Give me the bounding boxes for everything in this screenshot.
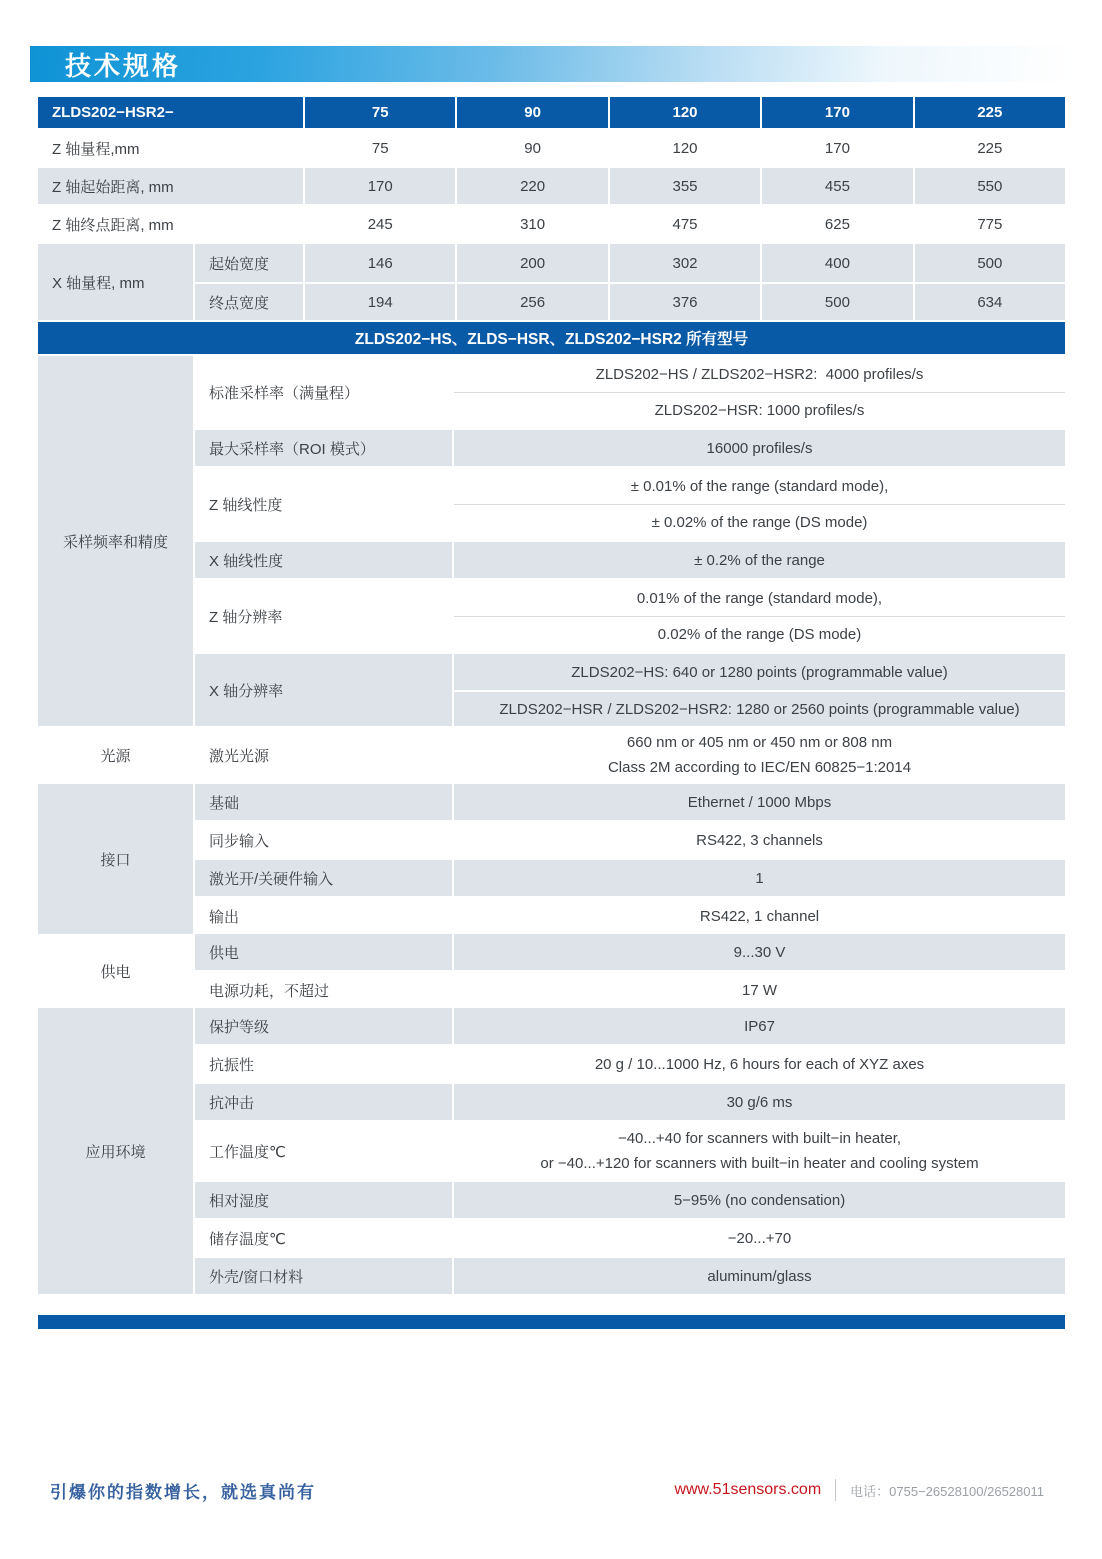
x-range-sub-rows: [195, 244, 1065, 320]
model-table: [38, 97, 1065, 322]
spec-value: [454, 1046, 1065, 1082]
spec-label: 工作温度℃: [195, 1122, 454, 1180]
footer-divider: [835, 1479, 836, 1501]
spec-label: 抗冲击: [195, 1084, 454, 1120]
spec-row: [195, 1182, 1065, 1220]
spec-label: 同步输入: [195, 822, 454, 858]
spec-value: [454, 1182, 1065, 1218]
spec-row: [195, 1008, 1065, 1046]
spec-row: [195, 1220, 1065, 1258]
spec-value-line: IP67: [744, 1017, 775, 1035]
spec-value-cell: [454, 504, 1065, 540]
spec-label: X 轴线性度: [195, 542, 454, 578]
spec-value-line: ± 0.2% of the range: [694, 551, 825, 569]
row-value: 194: [305, 284, 457, 320]
spec-value: [454, 972, 1065, 1008]
spec-row: [195, 580, 1065, 654]
spec-row: [195, 972, 1065, 1008]
spec-value-cell: [454, 822, 1065, 858]
footer-website: www.51sensors.com: [674, 1481, 822, 1498]
row-value: 500: [977, 254, 1003, 272]
row-value: 256: [457, 284, 609, 320]
spec-value-cell: [454, 1046, 1065, 1082]
spec-value: [454, 542, 1065, 578]
spec-value-line: 5−95% (no condensation): [673, 1191, 846, 1209]
row-value: 220: [457, 168, 609, 204]
spec-row: [195, 726, 1065, 784]
row-value: 225: [915, 130, 1065, 166]
spec-value-cell: [454, 934, 1065, 970]
section-group-label: 应用环境: [38, 1008, 195, 1294]
row-value: 170: [305, 168, 457, 204]
footer-phone: 电话：0755−26528100/26528011: [850, 1483, 1044, 1499]
row-value: 120: [610, 130, 762, 166]
spec-row: [195, 822, 1065, 860]
model-column-header: 170: [762, 97, 914, 128]
x-range-block: [38, 244, 1065, 322]
spec-value-cell: [454, 784, 1065, 820]
spec-value-line: −40...+40 for scanners with built−in heater,: [617, 1130, 902, 1147]
spec-value-line: aluminum/glass: [707, 1267, 812, 1285]
spec-value-line: ZLDS202−HS: 640 or 1280 points (programmable value): [571, 663, 948, 681]
spec-value-cell: [454, 356, 1065, 392]
spec-value-cell: [454, 654, 1065, 690]
spec-label: 外壳/窗口材料: [195, 1258, 454, 1294]
spec-value-cell: [454, 1084, 1065, 1120]
spec-label: 激光光源: [195, 726, 454, 784]
spec-section-rows: [195, 1008, 1065, 1294]
x-range-sub-row: [195, 282, 1065, 320]
spec-value-cell: [454, 1008, 1065, 1044]
spec-label: X 轴分辨率: [195, 654, 454, 726]
spec-value: [454, 468, 1065, 540]
spec-label: 输出: [195, 898, 454, 934]
spec-value: [454, 934, 1065, 970]
spec-row: [195, 784, 1065, 822]
spec-value: [454, 898, 1065, 934]
spec-value-cell: [454, 1182, 1065, 1218]
spec-row: [195, 1084, 1065, 1122]
section-group-label: 供电: [38, 934, 195, 1008]
spec-value-line: ZLDS202−HSR / ZLDS202−HSR2: 1280 or 2560 points (programmable value): [499, 700, 1020, 718]
row-value: 400: [762, 244, 914, 282]
spec-value: [454, 726, 1065, 784]
spec-section: [38, 784, 1065, 934]
spec-value: [454, 860, 1065, 896]
sub-row-label: 起始宽度: [195, 244, 305, 282]
spec-label: 储存温度℃: [195, 1220, 454, 1256]
row-value: 245: [305, 206, 457, 242]
footer-slogan: 引爆你的指数增长，就选真尚有: [50, 1482, 316, 1502]
spec-value-line: ZLDS202−HSR: 1000 profiles/s: [654, 402, 865, 419]
model-column-header: 75: [305, 97, 457, 128]
spec-row: [195, 1046, 1065, 1084]
spec-value: [454, 1084, 1065, 1120]
spec-row: [195, 860, 1065, 898]
spec-label: 标准采样率（满量程）: [195, 356, 454, 428]
spec-label: 相对湿度: [195, 1182, 454, 1218]
spec-value-cell: [454, 616, 1065, 652]
spec-table: [38, 356, 1065, 1294]
model-column-header: 90: [457, 97, 609, 128]
row-value: 775: [915, 206, 1065, 242]
spec-value-line: −20...+70: [727, 1229, 792, 1247]
spec-value-line: 20 g / 10...1000 Hz, 6 hours for each of XYZ axes: [594, 1055, 925, 1073]
spec-value-cell: [454, 1258, 1065, 1294]
row-value: 310: [457, 206, 609, 242]
row-value: 302: [610, 244, 762, 282]
row-value: 625: [762, 206, 914, 242]
spec-value: [454, 1220, 1065, 1256]
spec-value-line: 660 nm or 405 nm or 450 nm or 808 nm: [626, 734, 893, 751]
spec-value: [454, 654, 1065, 726]
sub-row-label: 终点宽度: [195, 284, 305, 320]
spec-row: [195, 356, 1065, 430]
spec-label: 激光开/关硬件输入: [195, 860, 454, 896]
models-banner: ZLDS202−HS、ZLDS−HSR、ZLDS202−HSR2 所有型号: [38, 322, 1065, 356]
page-title-bar: [30, 46, 1073, 82]
spec-section-rows: [195, 356, 1065, 726]
spec-value-cell: [454, 860, 1065, 896]
model-column-header: 225: [977, 104, 1003, 121]
spec-value-line: 0.02% of the range (DS mode): [657, 626, 862, 643]
spec-label: 电源功耗，不超过: [195, 972, 454, 1008]
spec-value-line: Ethernet / 1000 Mbps: [687, 793, 832, 811]
spec-section: [38, 934, 1065, 1008]
section-group-label: 采样频率和精度: [38, 356, 195, 726]
row-value: 170: [762, 130, 914, 166]
x-range-label: X 轴量程, mm: [38, 244, 195, 320]
spec-value-line: RS422, 1 channel: [699, 907, 820, 925]
row-value: 376: [610, 284, 762, 320]
model-table-header-row: [38, 97, 1065, 130]
spec-value: [454, 1122, 1065, 1180]
spec-value: [454, 822, 1065, 858]
footer-contact: [674, 1479, 1044, 1501]
spec-value-line: ± 0.02% of the range (DS mode): [651, 514, 868, 531]
spec-value-cell: [454, 392, 1065, 428]
spec-value-cell: [454, 898, 1065, 934]
spec-row: [195, 430, 1065, 468]
spec-row: [195, 934, 1065, 972]
spec-value-line: ZLDS202−HS / ZLDS202−HSR2: 4000 profiles/s: [595, 365, 924, 383]
spec-value-cell: [454, 542, 1065, 578]
spec-value: [454, 430, 1065, 466]
spec-row: [195, 468, 1065, 542]
row-value: 475: [610, 206, 762, 242]
spec-label: 基础: [195, 784, 454, 820]
model-column-header: 120: [610, 97, 762, 128]
page-title: 技术规格: [65, 50, 182, 81]
spec-value: [454, 356, 1065, 428]
spec-value-cell: [454, 1220, 1065, 1256]
row-label: Z 轴起始距离, mm: [38, 168, 305, 204]
row-label: Z 轴终点距离, mm: [38, 206, 305, 242]
spec-value-line: RS422, 3 channels: [696, 831, 823, 849]
row-value: 500: [762, 284, 914, 320]
spec-value-line: or −40...+120 for scanners with built−in heater and cooling system: [540, 1155, 979, 1172]
spec-section-rows: [195, 784, 1065, 934]
row-value: 75: [305, 130, 457, 166]
row-value: 634: [977, 293, 1003, 311]
spec-value-cell: [454, 690, 1065, 726]
model-table-row: [38, 130, 1065, 168]
spec-section-rows: [195, 934, 1065, 1008]
spec-value-line: 30 g/6 ms: [726, 1093, 793, 1111]
spec-section-rows: [195, 726, 1065, 784]
row-label: Z 轴量程,mm: [38, 130, 305, 166]
spec-value-cell: [454, 580, 1065, 616]
row-value: 455: [762, 168, 914, 204]
spec-label: 抗振性: [195, 1046, 454, 1082]
spec-value-line: 1: [755, 869, 764, 887]
row-value: 146: [305, 244, 457, 282]
model-series-header: ZLDS202−HSR2−: [38, 97, 305, 128]
spec-value: [454, 784, 1065, 820]
section-group-label: 光源: [38, 726, 195, 784]
spec-value-line: ± 0.01% of the range (standard mode),: [630, 477, 889, 495]
spec-value: [454, 1008, 1065, 1044]
spec-value-line: Class 2M according to IEC/EN 60825−1:2014: [607, 759, 912, 776]
footer: [50, 1474, 1044, 1506]
spec-value-cell: [454, 726, 1065, 784]
spec-value-line: 16000 profiles/s: [706, 439, 813, 457]
row-value: 355: [610, 168, 762, 204]
spec-label: 保护等级: [195, 1008, 454, 1044]
spec-row: [195, 1258, 1065, 1294]
bottom-divider-bar: [38, 1315, 1065, 1329]
spec-value: [454, 1258, 1065, 1294]
spec-value-cell: [454, 1122, 1065, 1180]
spec-value-line: 0.01% of the range (standard mode),: [636, 589, 883, 607]
spec-value-cell: [454, 468, 1065, 504]
spec-value-line: 9...30 V: [733, 943, 786, 961]
spec-value: [454, 580, 1065, 652]
spec-row: [195, 898, 1065, 934]
spec-value-cell: [454, 430, 1065, 466]
row-value: 90: [457, 130, 609, 166]
spec-value-line: 17 W: [741, 981, 777, 999]
x-range-sub-row: [195, 244, 1065, 282]
model-table-row: [38, 206, 1065, 244]
spec-label: 供电: [195, 934, 454, 970]
spec-label: 最大采样率（ROI 模式）: [195, 430, 454, 466]
spec-row: [195, 542, 1065, 580]
row-value: 550: [977, 177, 1003, 195]
spec-section: [38, 356, 1065, 726]
spec-label: Z 轴分辨率: [195, 580, 454, 652]
model-table-row: [38, 168, 1065, 206]
spec-section: [38, 726, 1065, 784]
spec-label: Z 轴线性度: [195, 468, 454, 540]
spec-row: [195, 654, 1065, 726]
spec-value-cell: [454, 972, 1065, 1008]
row-value: 200: [457, 244, 609, 282]
spec-section: [38, 1008, 1065, 1294]
spec-row: [195, 1122, 1065, 1182]
section-group-label: 接口: [38, 784, 195, 934]
